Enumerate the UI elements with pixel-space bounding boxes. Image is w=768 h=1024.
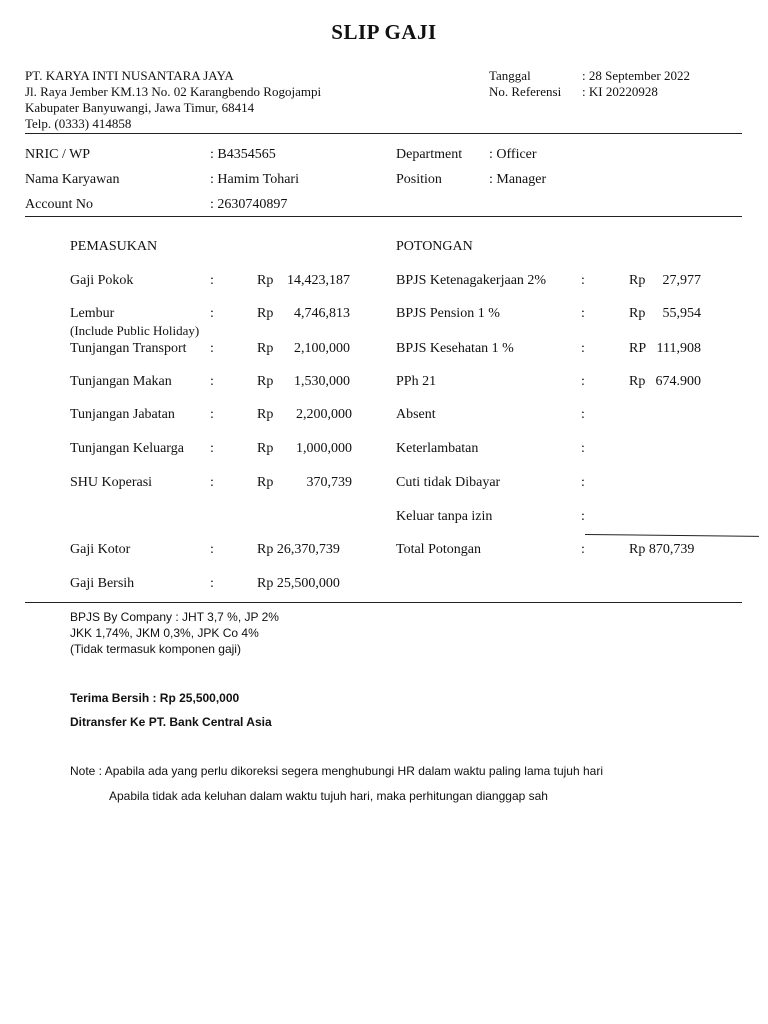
income-item-label: Tunjangan Transport	[70, 341, 187, 356]
deduction-item-colon: :	[581, 509, 585, 524]
income-item-amount: 2,200,000	[296, 407, 352, 422]
company-address-1: Jl. Raya Jember KM.13 No. 02 Karangbendo Rogojampi	[25, 84, 322, 99]
gross-salary-colon: :	[210, 542, 214, 557]
deduction-item-amount: 674.900	[655, 374, 701, 389]
divider-bottom	[25, 602, 742, 603]
deduction-item-amount: 27,977	[662, 273, 701, 288]
net-salary-value: Rp 25,500,000	[257, 576, 340, 591]
deduction-item-colon: :	[581, 475, 585, 490]
net-salary-colon: :	[210, 576, 214, 591]
income-item-label: Gaji Pokok	[70, 273, 134, 288]
note-line-2: Apabila tidak ada keluhan dalam waktu tujuh hari, maka perhitungan dianggap sah	[109, 789, 548, 803]
deduction-item-currency: Rp	[629, 306, 646, 321]
income-item-amount: 4,746,813	[294, 306, 350, 321]
deduction-item-amount: 55,954	[662, 306, 701, 321]
company-phone: Telp. (0333) 414858	[25, 116, 132, 131]
income-item-colon: :	[210, 306, 214, 321]
deduction-item-currency: RP	[629, 341, 647, 356]
income-item-colon: :	[210, 475, 214, 490]
income-item-currency: Rp	[257, 374, 274, 389]
deduction-item-amount: 111,908	[656, 341, 701, 356]
income-item-currency: Rp	[257, 273, 274, 288]
net-received: Terima Bersih : Rp 25,500,000	[70, 691, 240, 705]
deduction-item-colon: :	[581, 306, 585, 321]
deduction-item-label: BPJS Ketenagakerjaan 2%	[396, 273, 547, 288]
bpjs-company-line-1: BPJS By Company : JHT 3,7 %, JP 2%	[70, 610, 279, 624]
deduction-item-label: Keterlambatan	[396, 441, 479, 456]
nric-value: : B4354565	[210, 147, 276, 162]
department-value: : Officer	[489, 147, 537, 162]
deduction-item-colon: :	[581, 341, 585, 356]
net-salary-label: Gaji Bersih	[70, 576, 135, 591]
reference-value: : KI 20220928	[582, 84, 658, 99]
deduction-item-colon: :	[581, 407, 585, 422]
position-label: Position	[396, 172, 442, 187]
deduction-total-rule	[585, 534, 759, 537]
deduction-item-colon: :	[581, 441, 585, 456]
department-label: Department	[396, 147, 463, 162]
company-address-2: Kabupater Banyuwangi, Jawa Timur, 68414	[25, 100, 255, 115]
employee-name-value: : Hamim Tohari	[210, 172, 299, 187]
income-item-label: SHU Koperasi	[70, 475, 153, 490]
nric-label: NRIC / WP	[25, 147, 91, 162]
income-item-colon: :	[210, 341, 214, 356]
deduction-item-label: PPh 21	[396, 374, 437, 389]
income-item-colon: :	[210, 374, 214, 389]
gross-salary-label: Gaji Kotor	[70, 542, 131, 557]
income-item-currency: Rp	[257, 441, 274, 456]
note-line-1: Note : Apabila ada yang perlu dikoreksi segera menghubungi HR dalam waktu paling lama tujuh hari	[70, 764, 603, 778]
account-label: Account No	[25, 197, 94, 212]
income-item-amount: 14,423,187	[287, 273, 350, 288]
account-value: : 2630740897	[210, 197, 288, 212]
total-deductions-label: Total Potongan	[396, 542, 481, 557]
deduction-item-label: Cuti tidak Dibayar	[396, 475, 501, 490]
deduction-item-currency: Rp	[629, 374, 646, 389]
page-title: SLIP GAJI	[331, 20, 437, 44]
income-item-amount: 2,100,000	[294, 341, 350, 356]
gross-salary-value: Rp 26,370,739	[257, 542, 340, 557]
employee-name-label: Nama Karyawan	[25, 172, 120, 187]
deduction-item-colon: :	[581, 273, 585, 288]
date-label: Tanggal	[489, 68, 531, 83]
income-item-currency: Rp	[257, 475, 274, 490]
bpjs-company-line-2: JKK 1,74%, JKM 0,3%, JPK Co 4%	[70, 626, 259, 640]
income-item-colon: :	[210, 273, 214, 288]
date-value: : 28 September 2022	[582, 68, 690, 83]
total-deductions-colon: :	[581, 542, 585, 557]
income-item-currency: Rp	[257, 341, 274, 356]
deduction-item-currency: Rp	[629, 273, 646, 288]
income-item-amount: 1,530,000	[294, 374, 350, 389]
transfer-info: Ditransfer Ke PT. Bank Central Asia	[70, 715, 272, 729]
position-value: : Manager	[489, 172, 547, 187]
income-item-amount: 1,000,000	[296, 441, 352, 456]
income-item-label: Tunjangan Keluarga	[70, 441, 184, 456]
income-item-note: (Include Public Holiday)	[70, 323, 200, 338]
deduction-item-label: BPJS Pension 1 %	[396, 306, 500, 321]
deductions-header: POTONGAN	[396, 239, 473, 254]
bpjs-company-line-3: (Tidak termasuk komponen gaji)	[70, 642, 241, 656]
income-header: PEMASUKAN	[70, 239, 158, 254]
income-item-amount: 370,739	[306, 475, 352, 490]
divider-top	[25, 133, 742, 134]
income-item-label: Tunjangan Jabatan	[70, 407, 175, 422]
divider-employee	[25, 216, 742, 217]
income-item-currency: Rp	[257, 407, 274, 422]
income-item-colon: :	[210, 441, 214, 456]
company-name: PT. KARYA INTI NUSANTARA JAYA	[25, 68, 234, 83]
deduction-item-label: BPJS Kesehatan 1 %	[396, 341, 514, 356]
deduction-item-label: Keluar tanpa izin	[396, 509, 493, 524]
reference-label: No. Referensi	[489, 84, 562, 99]
income-item-colon: :	[210, 407, 214, 422]
deduction-item-label: Absent	[396, 407, 436, 422]
income-item-currency: Rp	[257, 306, 274, 321]
income-item-label: Tunjangan Makan	[70, 374, 172, 389]
total-deductions-value: Rp 870,739	[629, 542, 695, 557]
deduction-item-colon: :	[581, 374, 585, 389]
income-item-label: Lembur	[70, 306, 115, 321]
